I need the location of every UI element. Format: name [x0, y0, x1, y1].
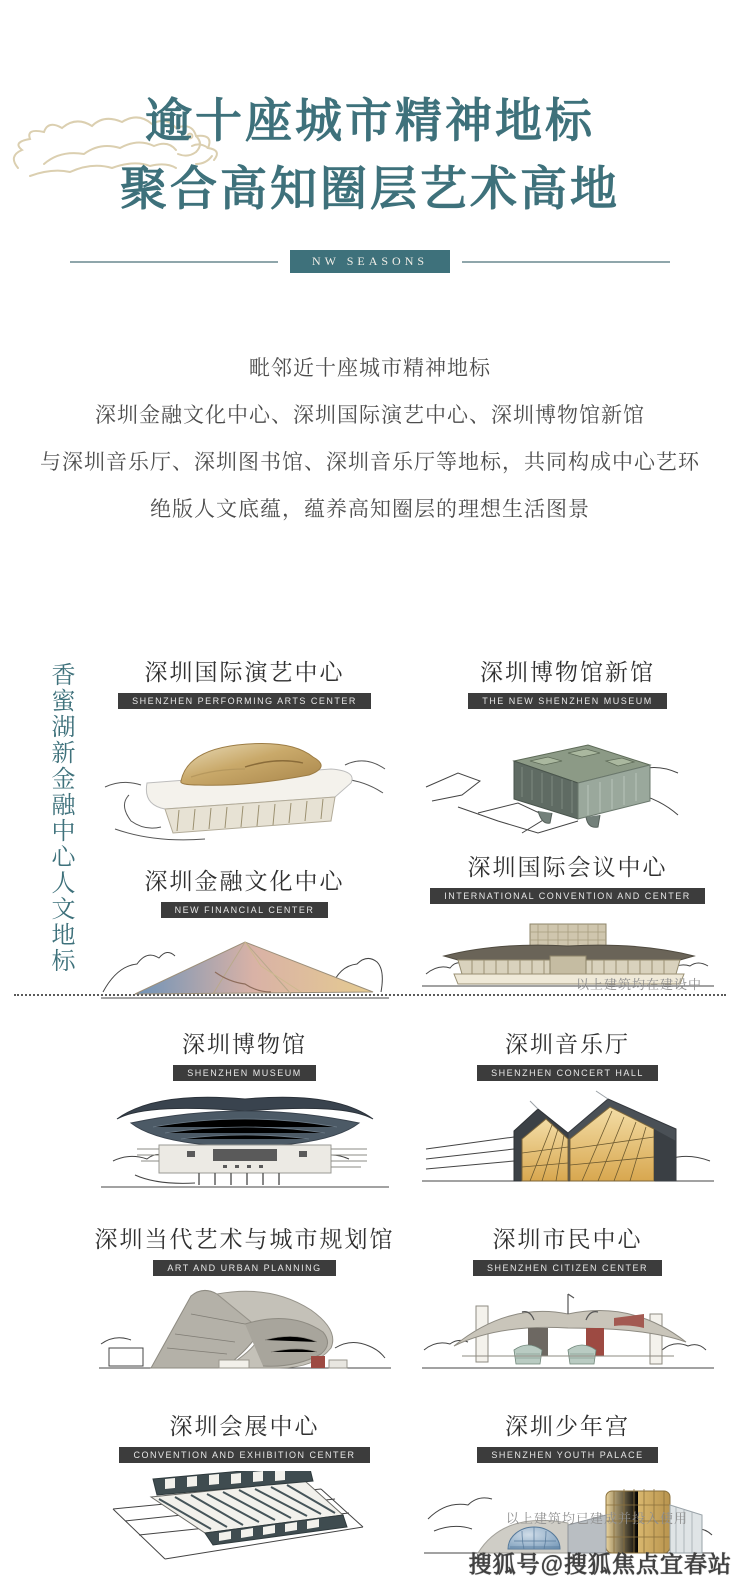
intro-line1: 毗邻近十座城市精神地标 — [249, 357, 491, 380]
building-name-cn: 深圳金融文化中心 — [144, 868, 345, 894]
building-name-cn: 深圳市民中心 — [492, 1226, 643, 1252]
intro-line4: 绝版人文底蕴，蕴养高知圈层的理想生活图景 — [150, 498, 590, 521]
building-card-citizen-center — [415, 1221, 720, 1380]
buildings-grid — [92, 654, 720, 1012]
building-name-en: ART AND URBAN PLANNING — [153, 1260, 335, 1276]
intro-line3: 与深圳音乐厅、深圳图书馆、深圳音乐厅等地标，共同构成中心艺环 — [40, 451, 700, 474]
buildings-grid-completed — [92, 1026, 720, 1563]
brand-badge: NW SEASONS — [290, 250, 450, 273]
building-name-cn: 深圳当代艺术与城市规划馆 — [94, 1226, 395, 1252]
building-card-museum — [92, 1026, 397, 1195]
museum-illustration — [95, 1089, 395, 1195]
building-name-cn: 深圳音乐厅 — [505, 1031, 630, 1057]
art-urban-planning-illustration — [95, 1284, 395, 1380]
note-completed: 以上建筑均已建成并投入使用 — [505, 1511, 688, 1526]
building-name-en: CONVENTION AND EXHIBITION CENTER — [119, 1447, 369, 1463]
building-name-en: SHENZHEN YOUTH PALACE — [477, 1447, 657, 1463]
building-card-exhibition-center — [92, 1408, 397, 1563]
new-museum-illustration — [418, 717, 718, 849]
building-card-youth-palace — [415, 1408, 720, 1563]
citizen-center-illustration — [418, 1284, 718, 1380]
building-name-cn: 深圳会展中心 — [169, 1413, 320, 1439]
title-divider — [70, 250, 670, 273]
building-name-cn: 深圳国际演艺中心 — [144, 659, 345, 685]
building-name-en: SHENZHEN PERFORMING ARTS CENTER — [118, 693, 371, 709]
building-card-concert-hall — [415, 1026, 720, 1195]
page-title-line1: 逾十座城市精神地标 — [145, 96, 595, 148]
building-name-cn: 深圳国际会议中心 — [467, 854, 668, 880]
vertical-section-label: 香蜜湖新金融中心人文地标 — [47, 662, 74, 974]
building-card-performing-arts — [92, 654, 397, 849]
building-card-financial-center — [92, 863, 397, 1012]
building-name-cn: 深圳少年宫 — [505, 1413, 630, 1439]
watermark: 搜狐号@搜狐焦点宜春站 — [468, 1551, 732, 1577]
building-card-new-museum — [415, 654, 720, 849]
page-title — [0, 88, 740, 224]
building-name-en: NEW FINANCIAL CENTER — [161, 902, 329, 918]
building-name-cn: 深圳博物馆新馆 — [480, 659, 655, 685]
financial-center-illustration — [95, 926, 395, 1012]
divider-line-left — [70, 261, 278, 263]
concert-hall-illustration — [418, 1089, 718, 1195]
note-under-construction: 以上建筑均在建设中 — [575, 977, 702, 992]
building-name-en: THE NEW SHENZHEN MUSEUM — [468, 693, 667, 709]
divider-line-right — [462, 261, 670, 263]
intro-paragraph — [0, 345, 740, 533]
building-name-en: SHENZHEN CONCERT HALL — [477, 1065, 658, 1081]
building-name-en: INTERNATIONAL CONVENTION AND CENTER — [430, 888, 705, 904]
dotted-divider — [14, 994, 726, 996]
performing-arts-center-illustration — [95, 717, 395, 849]
building-name-cn: 深圳博物馆 — [182, 1031, 307, 1057]
building-card-art-urban-planning — [92, 1221, 397, 1380]
exhibition-center-illustration — [95, 1471, 395, 1563]
page-title-line2: 聚合高知圈层艺术高地 — [120, 164, 620, 216]
intro-line2: 深圳金融文化中心、深圳国际演艺中心、深圳博物馆新馆 — [95, 404, 645, 427]
building-name-en: SHENZHEN MUSEUM — [173, 1065, 316, 1081]
building-name-en: SHENZHEN CITIZEN CENTER — [473, 1260, 662, 1276]
